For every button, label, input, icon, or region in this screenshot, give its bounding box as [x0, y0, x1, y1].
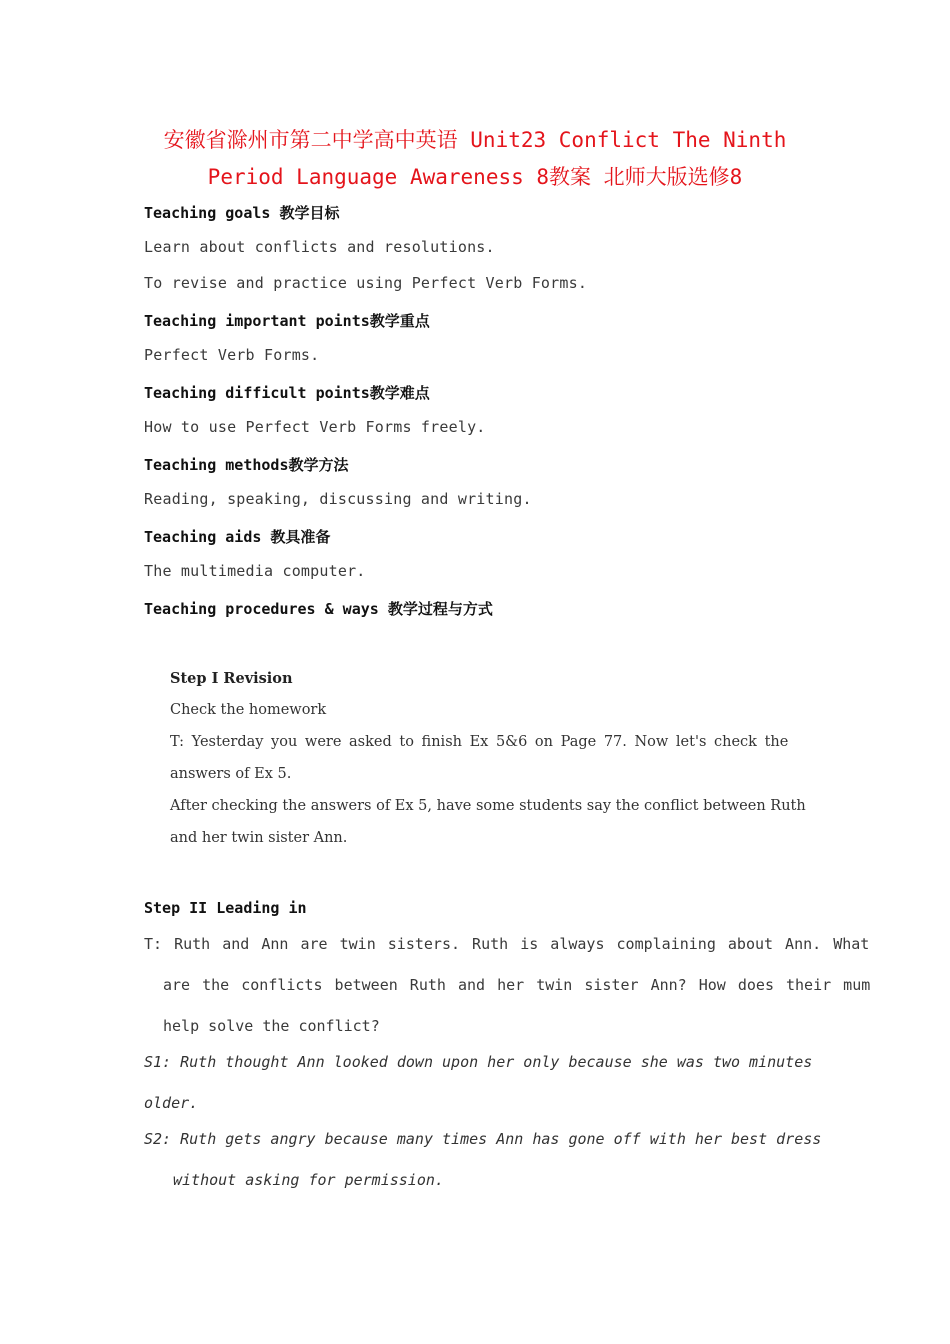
important-points-item-1: Perfect Verb Forms. — [144, 346, 320, 364]
difficult-points-heading: Teaching difficult points教学难点 — [144, 384, 430, 402]
step-2-teacher-line-3: help solve the conflict? — [163, 1017, 380, 1035]
teaching-goals-item-1: Learn about conflicts and resolutions. — [144, 238, 495, 256]
step-1-line-5: and her twin sister Ann. — [170, 830, 348, 846]
step-1-line-2: T: Yesterday you were asked to finish Ex 5&6 on Page 77. Now let's check the — [170, 734, 789, 750]
document-title-line-2: Period Language Awareness 8教案 北师大版选修8 — [207, 165, 743, 189]
step-2-teacher-line-1: T: Ruth and Ann are twin sisters. Ruth is always complaining about Ann. What — [144, 935, 870, 953]
step-1-line-1: Check the homework — [170, 702, 327, 718]
teaching-goals-item-2: To revise and practice using Perfect Verb Forms. — [144, 274, 588, 292]
difficult-points-item-1: How to use Perfect Verb Forms freely. — [144, 418, 486, 436]
teaching-methods-item-1: Reading, speaking, discussing and writing. — [144, 490, 532, 508]
student-2-line-2: without asking for permission. — [173, 1171, 444, 1189]
document-title-line-1: 安徽省滁州市第二中学高中英语 Unit23 Conflict The Ninth — [163, 128, 787, 152]
teaching-aids-item-1: The multimedia computer. — [144, 562, 366, 580]
student-1-line-1: S1: Ruth thought Ann looked down upon her only because she was two minutes — [144, 1053, 813, 1071]
student-1-line-2: older. — [144, 1094, 199, 1112]
step-1-line-3: answers of Ex 5. — [170, 766, 292, 782]
step-1-line-4: After checking the answers of Ex 5, have some students say the conflict between Ruth — [170, 798, 806, 814]
student-2-line-1: S2: Ruth gets angry because many times Ann has gone off with her best dress — [144, 1130, 822, 1148]
step-2-heading: Step II Leading in — [144, 899, 307, 917]
teaching-methods-heading: Teaching methods教学方法 — [144, 456, 349, 474]
step-1-heading: Step I Revision — [170, 670, 293, 687]
important-points-heading: Teaching important points教学重点 — [144, 312, 430, 330]
teaching-goals-heading: Teaching goals 教学目标 — [144, 204, 340, 222]
step-2-teacher-line-2: are the conflicts between Ruth and her twin sister Ann? How does their mum — [163, 976, 871, 994]
teaching-aids-heading: Teaching aids 教具准备 — [144, 528, 331, 546]
teaching-procedures-heading: Teaching procedures & ways 教学过程与方式 — [144, 600, 493, 618]
